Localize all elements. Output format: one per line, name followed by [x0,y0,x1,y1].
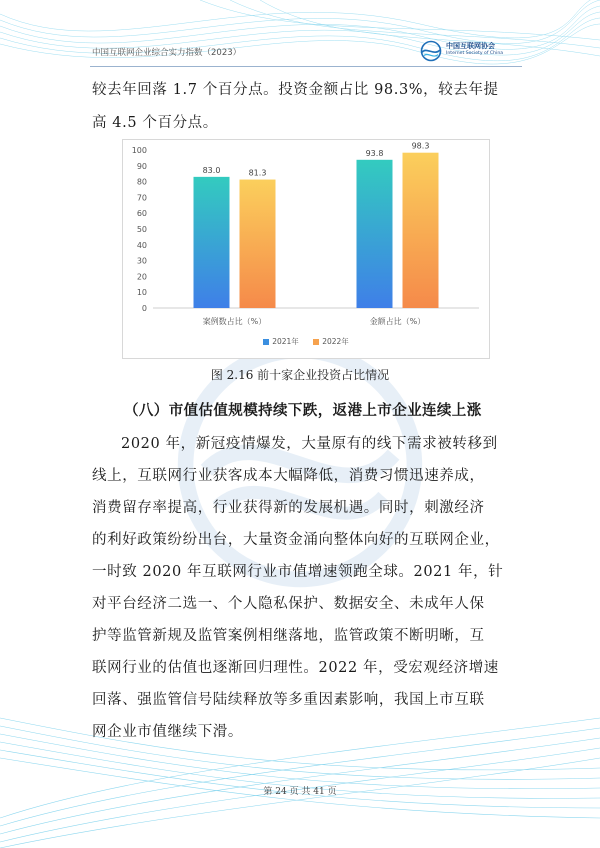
data-label: 98.3 [411,141,430,151]
y-tick-label: 0 [141,304,147,313]
legend-label-2022: 2022年 [322,337,349,346]
globe-icon [420,40,442,62]
page-header [92,38,522,64]
y-tick-label: 70 [136,193,147,203]
y-tick-label: 40 [136,240,147,250]
body-line: 消费留存率提高，行业获得新的发展机遇。同时，刺激经济 [92,500,485,516]
legend-item-2022 [313,336,349,347]
intro-line: 较去年回落 1.7 个百分点。投资金额占比 98.3%，较去年提 [92,82,499,98]
body-line: 2020 年，新冠疫情爆发，大量原有的线下需求被转移到 [121,436,498,452]
body-line: 的利好政策纷纷出台，大量资金涌向整体向好的互联网企业， [92,532,500,548]
legend-item-2021 [263,336,299,347]
data-label: 81.3 [248,168,267,178]
chart-legend [123,336,489,347]
data-label: 83.0 [202,165,221,175]
bar-2022 [240,180,276,308]
y-tick-label: 30 [136,256,147,266]
bar-2022 [403,153,439,308]
body-line: 联网行业的估值也逐渐回归理性。2022 年，受宏观经济增速 [92,660,499,676]
section-heading: （八）市值估值规模持续下跌，返港上市企业连续上涨 [124,403,482,419]
y-tick-label: 20 [136,272,147,282]
legend-swatch-2021 [263,339,269,345]
page-number: 第 24 页 共 41 页 [263,787,337,797]
y-tick-label: 10 [136,288,147,298]
body-line: 一时致 2020 年互联网行业市值增速领跑全球。2021 年，针 [92,564,504,580]
legend-swatch-2022 [313,339,319,345]
data-label: 93.8 [365,148,384,158]
y-tick-label: 90 [136,161,147,171]
y-tick-label: 80 [136,177,147,187]
figure-caption: 图 2.16 前十家企业投资占比情况 [210,368,390,382]
header-title: 中国互联网企业综合实力指数（2023） [92,48,242,58]
header-divider [90,66,522,67]
intro-line: 高 4.5 个百分点。 [92,115,218,131]
y-tick-label: 50 [136,225,147,234]
category-label: 金额占比（%） [369,317,426,326]
header-logo [420,40,522,62]
y-tick-label: 60 [136,209,147,219]
y-tick-label: 100 [131,146,147,155]
legend-label-2021: 2021年 [272,337,299,346]
bar-2021 [357,160,393,308]
body-line: 回落、强监管信号陆续释放等多重因素影响，我国上市互联 [92,692,485,708]
body-line: 线上，互联网行业获客成本大幅降低，消费习惯迅速养成， [92,468,485,484]
body-line: 网企业市值继续下滑。 [92,724,243,740]
bar-2021 [194,177,230,308]
logo-chinese-name: 中国互联网协会 [446,42,495,50]
investment-share-chart [122,139,490,359]
body-line: 对平台经济二选一、个人隐私保护、数据安全、未成年人保 [92,596,485,612]
category-label: 案例数占比（%） [202,317,267,326]
body-line: 护等监管新规及监管案例相继落地，监管政策不断明晰，互 [92,628,485,644]
logo-english-name: Internet Society of China [446,51,504,56]
bar-chart-plot [123,140,489,336]
